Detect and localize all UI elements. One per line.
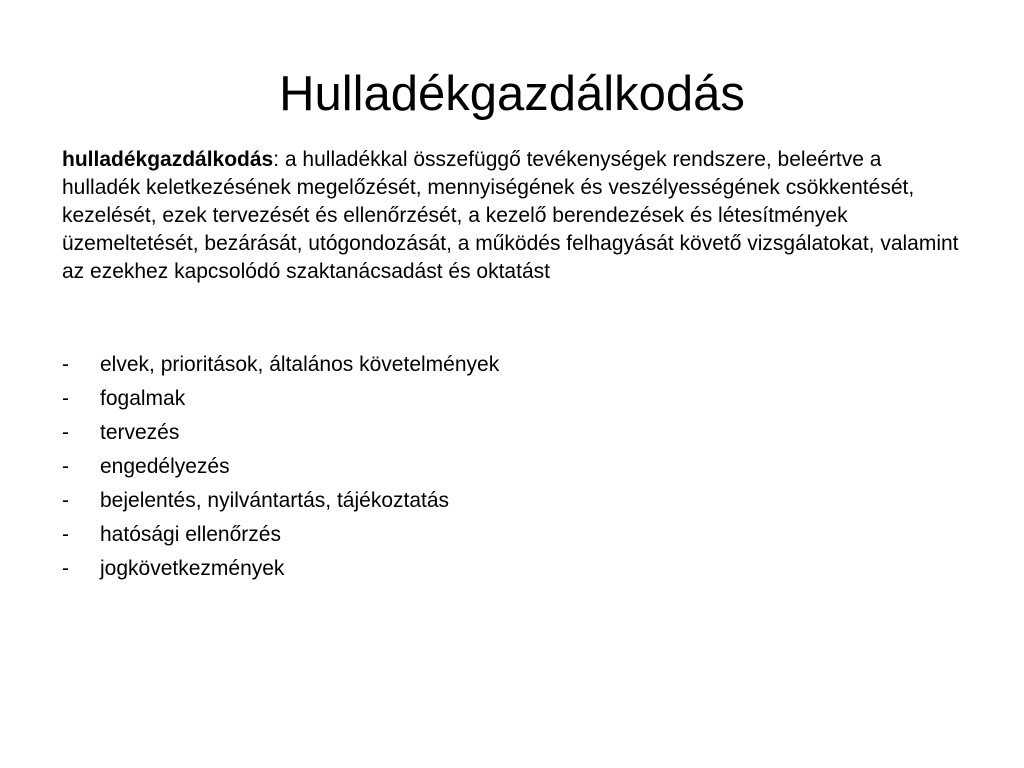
list-item [62, 518, 962, 552]
list-item-text: fogalmak [100, 387, 186, 410]
slide-title: Hulladékgazdálkodás [279, 67, 745, 121]
list-item-text: hatósági ellenőrzés [100, 523, 281, 546]
bullet-dash: - [62, 353, 69, 376]
list-item [62, 416, 962, 450]
definition-paragraph [62, 146, 962, 286]
list-item [62, 484, 962, 518]
list-item [62, 450, 962, 484]
definition-separator: : [273, 148, 280, 171]
bullet-dash: - [62, 557, 69, 580]
list-item-text: tervezés [100, 421, 180, 444]
definition-text: a hulladékkal összefüggő tevékenységek rendszere, beleértve a hulladék keletkezésének megelőzését, mennyiségének és veszélyességének csökkentését, kezelését, ezek tervezését és ellenőrzését, a kezelő berendezések és létesítmények üzemeltetését, bezárását, utógondozását, a működés felhagyását követő vizsgálatokat, valamint az ezekhez kapcsolódó szaktanácsadást és oktatást [62, 148, 959, 283]
list-item-text: engedélyezés [100, 455, 230, 478]
bullet-dash: - [62, 421, 69, 444]
list-item [62, 382, 962, 416]
list-item-text: bejelentés, nyilvántartás, tájékoztatás [100, 489, 450, 512]
bullet-dash: - [62, 489, 69, 512]
list-item-text: jogkövetkezmények [100, 557, 285, 580]
bullet-dash: - [62, 523, 69, 546]
list-item [62, 348, 962, 382]
bullet-dash: - [62, 387, 69, 410]
definition-term: hulladékgazdálkodás [62, 148, 274, 171]
bullet-dash: - [62, 455, 69, 478]
bullet-list [62, 348, 962, 586]
list-item [62, 552, 962, 586]
list-item-text: elvek, prioritások, általános követelmények [100, 353, 500, 376]
